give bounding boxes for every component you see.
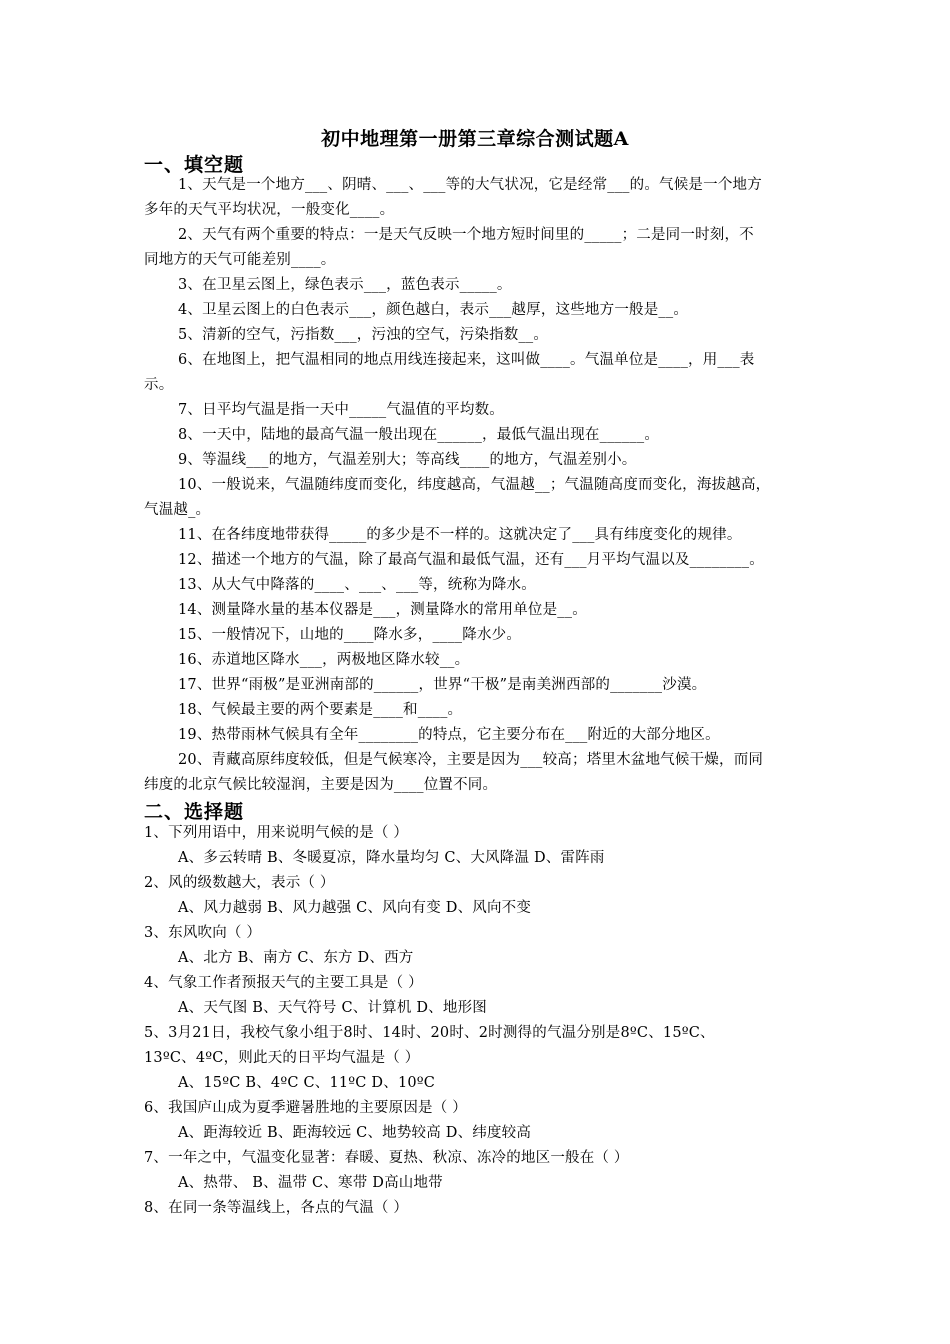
question-line: 8、一天中，陆地的最高气温一般出现在______，最低气温出现在______。: [178, 427, 660, 443]
choice-question: 7、一年之中，气温变化显著：春暖、夏热、秋凉、冻冷的地区一般在（ ）: [144, 1150, 629, 1166]
question-line: 11、在各纬度地带获得_____的多少是不一样的。这就决定了___具有纬度变化的规律。: [178, 527, 742, 543]
choice-options: A、天气图 B、天气符号 C、计算机 D、地形图: [178, 1000, 487, 1016]
document-title: 初中地理第一册第三章综合测试题A: [321, 128, 629, 150]
question-line: 19、热带雨林气候具有全年________的特点，它主要分布在___附近的大部分地区。: [178, 727, 720, 743]
question-line: 9、等温线___的地方，气温差别大；等高线____的地方，气温差别小。: [178, 452, 637, 468]
choice-options: A、15ºC B、4ºC C、11ºC D、10ºC: [178, 1075, 436, 1091]
choice-question: 3、东风吹向（ ）: [144, 925, 262, 941]
question-line: 20、青藏高原纬度较低，但是气候寒冷，主要是因为___较高；塔里木盆地气候干燥，而同: [178, 752, 764, 768]
question-line: 18、气候最主要的两个要素是____和____。: [178, 702, 463, 718]
question-line: 15、一般情况下，山地的____降水多，____降水少。: [178, 627, 522, 643]
choice-options: A、北方 B、南方 C、东方 D、西方: [178, 950, 414, 966]
question-line: 16、赤道地区降水___，两极地区降水较__。: [178, 652, 470, 668]
choice-question: 2、风的级数越大，表示（ ）: [144, 875, 335, 891]
question-line: 7、日平均气温是指一天中_____气温值的平均数。: [178, 402, 504, 418]
choice-question: 13ºC、4ºC，则此天的日平均气温是（ ）: [144, 1050, 420, 1066]
question-line: 14、测量降水量的基本仪器是___，测量降水的常用单位是__。: [178, 602, 587, 618]
question-line: 17、世界“雨极”是亚洲南部的______，世界“干极”是南美洲西部的_______沙漠。: [178, 677, 707, 693]
question-line: 4、卫星云图上的白色表示___，颜色越白，表示___越厚，这些地方一般是__。: [178, 302, 689, 318]
question-line: 10、一般说来，气温随纬度而变化，纬度越高，气温越__；气温随高度而变化，海拔越高，: [178, 477, 771, 493]
choice-options: A、距海较近 B、距海较远 C、地势较高 D、纬度较高: [178, 1125, 532, 1141]
question-line: 12、描述一个地方的气温，除了最高气温和最低气温，还有___月平均气温以及________。: [178, 552, 764, 568]
question-line: 示。: [144, 377, 174, 393]
section-heading-choice: 二、选择题: [144, 801, 245, 823]
question-line: 多年的天气平均状况，一般变化____。: [144, 202, 395, 218]
choice-question: 4、气象工作者预报天气的主要工具是（ ）: [144, 975, 423, 991]
choice-options: A、风力越弱 B、风力越强 C、风向有变 D、风向不变: [178, 900, 532, 916]
question-line: 气温越_。: [144, 502, 211, 518]
question-line: 13、从大气中降落的____、___、___等，统称为降水。: [178, 577, 536, 593]
question-line: 6、在地图上，把气温相同的地点用线连接起来，这叫做____。气温单位是____，用___表: [178, 352, 755, 368]
question-line: 3、在卫星云图上，绿色表示___，蓝色表示_____。: [178, 277, 512, 293]
choice-question: 8、在同一条等温线上，各点的气温（ ）: [144, 1200, 409, 1216]
choice-question: 6、我国庐山成为夏季避暑胜地的主要原因是（ ）: [144, 1100, 467, 1116]
section-heading-fill-in: 一、填空题: [144, 154, 245, 176]
choice-options: A、多云转晴 B、冬暖夏凉，降水量均匀 C、大风降温 D、雷阵雨: [178, 850, 605, 866]
choice-options: A、热带、 B、温带 C、寒带 D高山地带: [178, 1175, 443, 1191]
question-line: 5、清新的空气，污指数___，污浊的空气，污染指数__。: [178, 327, 549, 343]
question-line: 2、天气有两个重要的特点：一是天气反映一个地方短时间里的_____；二是同一时刻，不: [178, 227, 754, 243]
choice-question: 5、3月21日，我校气象小组于8时、14时、20时、2时测得的气温分别是8ºC、15ºC、: [144, 1025, 715, 1041]
question-line: 纬度的北京气候比较湿润，主要是因为____位置不同。: [144, 777, 498, 793]
choice-question: 1、下列用语中，用来说明气候的是（ ）: [144, 825, 409, 841]
question-line: 同地方的天气可能差别____。: [144, 252, 336, 268]
question-line: 1、天气是一个地方___、阴晴、___、___等的大气状况，它是经常___的。气候是一个地方: [178, 177, 762, 193]
